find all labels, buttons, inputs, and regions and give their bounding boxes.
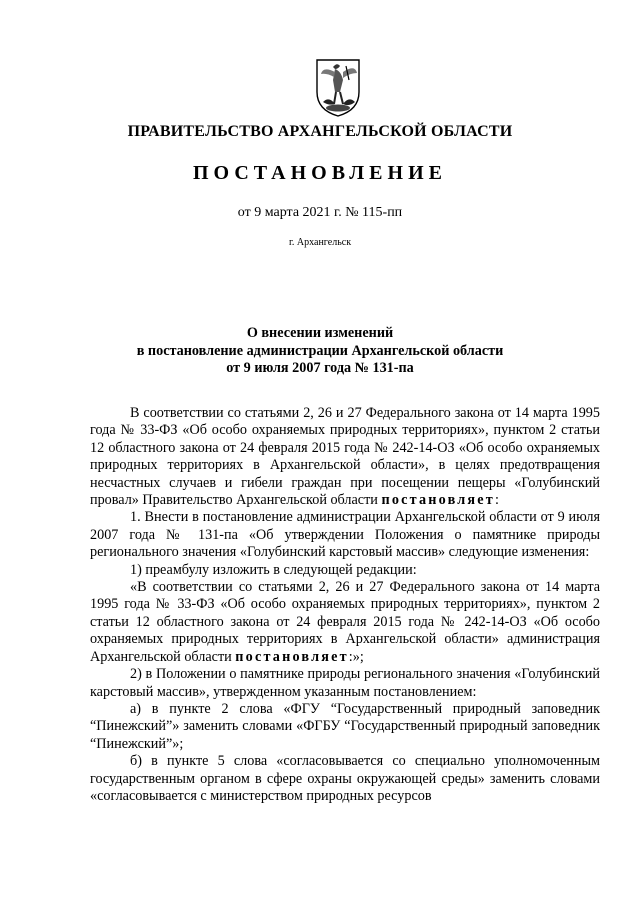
paragraph-subitem-a: а) в пункте 2 слова «ФГУ “Государственный природный заповедник “Пинежский”» заменить словами «ФГБУ “Государственный природный заповедник “Пинежский”»; — [90, 700, 600, 752]
preamble-end: : — [494, 492, 499, 509]
coat-of-arms-emblem — [313, 58, 363, 118]
quote-text: «В соответствии со статьями 2, 26 и 27 Федерального закона от 14 марта 1995 года № 33-ФЗ «Об особо охраняемых природных территориях», пунктом 2 статьи 12 областного закона от 24 февраля 2015 года № 242-14-ОЗ «Об особо охраняемых природных территориях в Архангельской области» администрация Архангельской области — [90, 579, 600, 665]
subject-line-3: от 9 июля 2007 года № 131-па — [226, 360, 414, 376]
decree-word: постановляет — [381, 492, 495, 509]
document-body — [90, 405, 600, 805]
preamble-text: В соответствии со статьями 2, 26 и 27 Федерального закона от 14 марта 1995 года № 33-ФЗ «Об особо охраняемых природных территориях», пунктом 2 статьи 12 областного закона от 24 февраля 2015 года № 242-14-ОЗ «Об особо охраняемых природных территориях в Архангельской области», в целях предотвращения несчастных случаев и гибели граждан при посещении пещеры «Голубинский провал» Правительство Архангельской области — [90, 405, 600, 509]
document-subject — [0, 325, 640, 378]
subject-line-2: в постановление администрации Архангельской области — [136, 342, 504, 359]
organization-name: ПРАВИТЕЛЬСТВО АРХАНГЕЛЬСКОЙ ОБЛАСТИ — [127, 123, 513, 140]
subject-line-1: О внесении изменений — [246, 325, 394, 341]
paragraph-item-1: 1. Внести в постановление администрации Архангельской области от 9 июля 2007 года № 131-па «Об утверждении Положения о памятнике природы регионального значения «Голубинский карстовый массив» следующие изменения: — [90, 509, 600, 561]
paragraph-subitem-b: б) в пункте 5 слова «согласовывается со специально уполномоченным государственным органом в сфере охраны окружающей среды» заменить словами «согласовывается с министерством природных ресурсов — [90, 753, 600, 804]
paragraph-subitem-2: 2) в Положении о памятнике природы регионального значения «Голубинский карстовый массив», утвержденном указанным постановлением: — [90, 666, 600, 700]
quote-end: :»; — [348, 648, 364, 665]
document-type: ПОСТАНОВЛЕНИЕ — [193, 162, 447, 184]
paragraph-quote — [90, 579, 600, 666]
document-city: г. Архангельск — [288, 237, 352, 248]
paragraph-subitem-1: 1) преамбулу изложить в следующей редакции: — [130, 561, 417, 578]
document-date-number: от 9 марта 2021 г. № 115-пп — [237, 205, 403, 220]
decree-word: постановляет — [235, 648, 349, 665]
paragraph-preamble — [90, 405, 600, 509]
